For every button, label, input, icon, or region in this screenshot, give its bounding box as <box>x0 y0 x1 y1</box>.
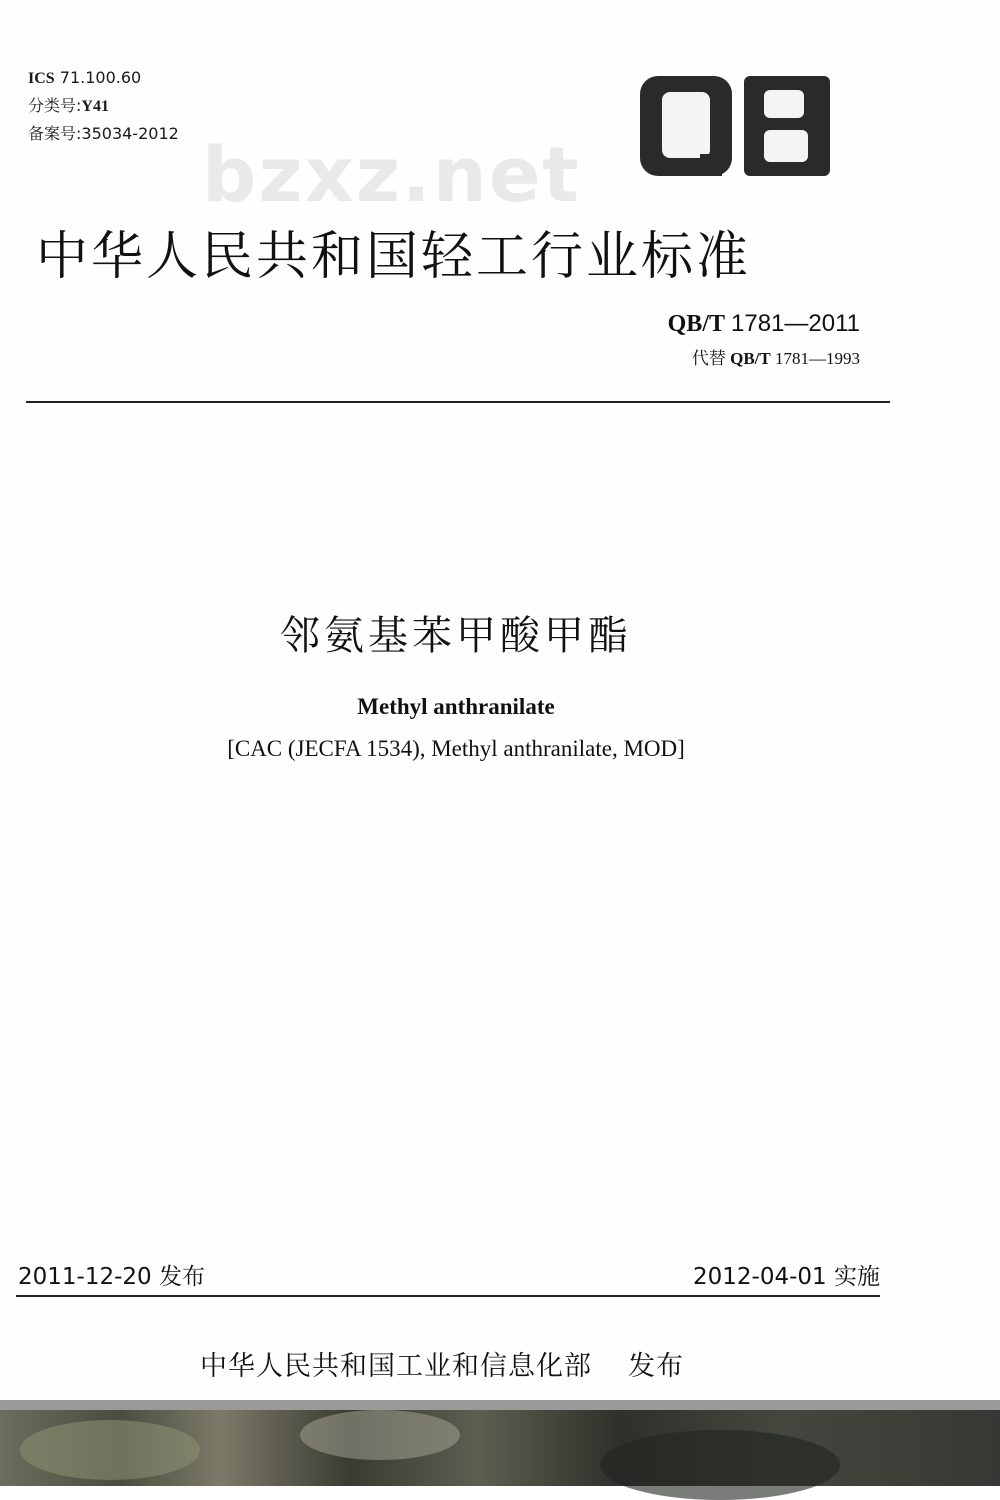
implementation-date: 2012-04-01 实施 <box>693 1264 880 1290</box>
standard-code: QB/T <box>667 311 725 337</box>
publisher-name: 中华人民共和国工业和信息化部 <box>200 1351 592 1382</box>
watermark: bzxz.net <box>202 130 581 219</box>
background-photo-strip <box>0 1410 1000 1486</box>
photo-texture-3 <box>600 1430 840 1500</box>
issue-date: 2011-12-20 发布 <box>18 1264 205 1290</box>
publish-verb: 发布 <box>628 1351 684 1382</box>
header-divider <box>26 401 890 403</box>
class-value: Y41 <box>81 98 109 115</box>
publisher <box>200 1344 684 1383</box>
standard-category-title: 中华人民共和国轻工行业标准 <box>36 227 752 287</box>
class-label: 分类号: <box>28 96 82 115</box>
ics-value: 71.100.60 <box>59 68 142 87</box>
photo-texture-1 <box>20 1420 200 1480</box>
ics-code <box>28 68 141 89</box>
replaces-number: 1781—1993 <box>775 349 860 368</box>
replaces-code: QB/T <box>730 349 771 368</box>
footer-divider <box>16 1295 880 1297</box>
record-value: 35034-2012 <box>81 124 179 143</box>
replaces-label: 代替 <box>691 349 726 368</box>
standard-number-value: 1781—2011 <box>731 310 860 337</box>
product-name-cn: 邻氨基苯甲酸甲酯 <box>280 613 632 659</box>
classification-code <box>28 96 109 117</box>
record-label: 备案号: <box>28 124 82 143</box>
replaces-standard <box>692 344 860 369</box>
page-edge-bar <box>0 1400 1000 1410</box>
reference-standard: [CAC (JECFA 1534), Methyl anthranilate, MOD] <box>227 736 685 761</box>
photo-texture-2 <box>300 1410 460 1460</box>
record-number <box>28 124 179 144</box>
qb-logo <box>636 70 836 182</box>
product-name-en: Methyl anthranilate <box>357 694 555 719</box>
standard-number <box>668 310 860 338</box>
ics-label: ICS <box>28 70 55 87</box>
